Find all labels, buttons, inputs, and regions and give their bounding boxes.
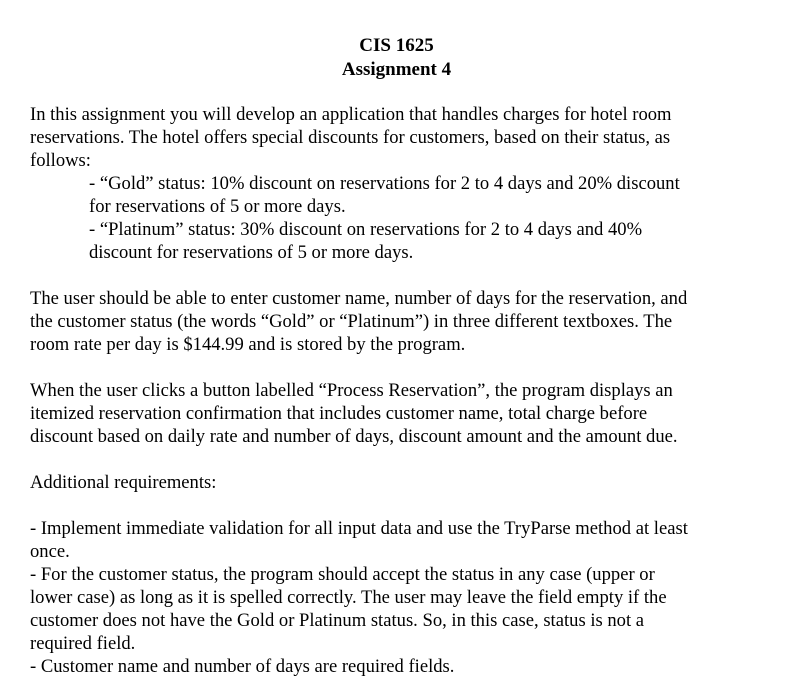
body-line: discount based on daily rate and number of days, discount amount and the amount due. [30, 426, 678, 447]
requirement-line: required field. [30, 633, 136, 654]
intro-line: follows: [30, 150, 91, 171]
body-line: itemized reservation confirmation that includes customer name, total charge before [30, 403, 648, 424]
intro-line: In this assignment you will develop an application that handles charges for hotel room [30, 104, 672, 125]
course-title: CIS 1625 [359, 35, 434, 56]
requirement-line: - Implement immediate validation for all input data and use the TryParse method at least [30, 518, 688, 539]
requirement-line: once. [30, 541, 70, 562]
requirement-line: - For the customer status, the program should accept the status in any case (upper or [30, 564, 655, 585]
discount-line: for reservations of 5 or more days. [89, 196, 346, 217]
assignment-title: Assignment 4 [341, 59, 452, 80]
discount-line: - “Gold” status: 10% discount on reservations for 2 to 4 days and 20% discount [89, 173, 680, 194]
body-line: When the user clicks a button labelled “Process Reservation”, the program displays an [30, 380, 673, 401]
requirement-line: lower case) as long as it is spelled correctly. The user may leave the field empty if the [30, 587, 667, 608]
discount-line: - “Platinum” status: 30% discount on reservations for 2 to 4 days and 40% [89, 219, 643, 240]
body-line: room rate per day is $144.99 and is stored by the program. [30, 334, 466, 355]
requirement-line: - Customer name and number of days are required fields. [30, 656, 455, 677]
discount-line: discount for reservations of 5 or more days. [89, 242, 414, 263]
requirement-line: customer does not have the Gold or Platinum status. So, in this case, status is not a [30, 610, 645, 631]
body-line: The user should be able to enter customer name, number of days for the reservation, and [30, 288, 688, 309]
intro-line: reservations. The hotel offers special discounts for customers, based on their status, as [30, 127, 671, 148]
body-line: the customer status (the words “Gold” or “Platinum”) in three different textboxes. The [30, 311, 673, 332]
additional-heading: Additional requirements: [30, 472, 217, 493]
